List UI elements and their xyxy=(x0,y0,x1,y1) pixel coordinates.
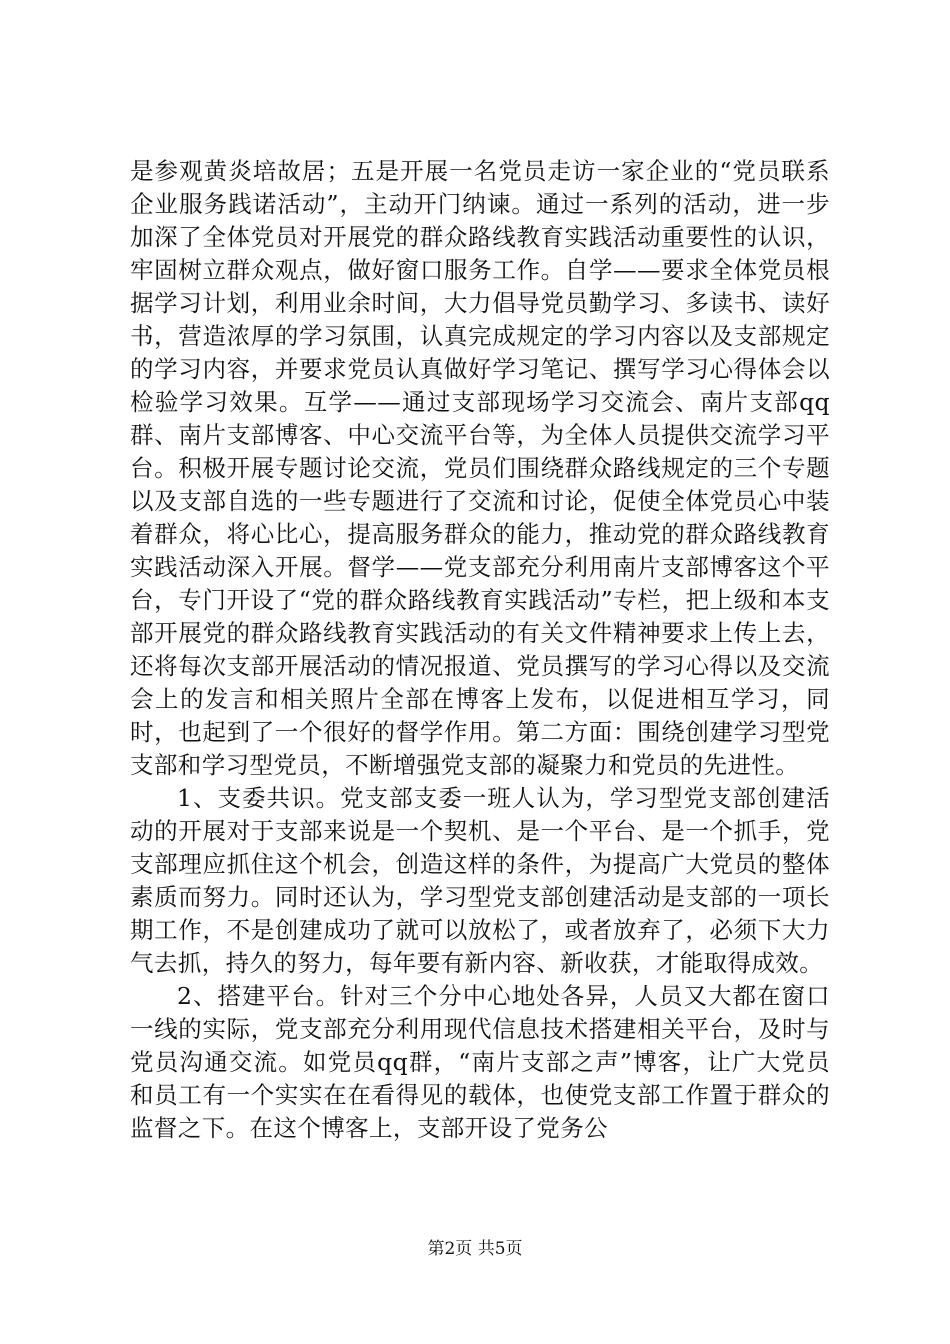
paragraph-platform: 2、搭建平台。针对三个分中心地处各异，人员又大都在窗口一线的实际，党支部充分利用现代信息技术搭建相关平台，及时与党员沟通交流。如党员qq群，“南片支部之声”博客，让广大党员和员工有一个实实在在看得见的载体，也使党支部工作置于群众的监督之下。在这个博客上，支部开设了党务公 xyxy=(130,982,830,1142)
page-number-footer: 第2页 共5页 xyxy=(427,1239,523,1259)
paragraph-intro: 是参观黄炎培故居；五是开展一名党员走访一家企业的“党员联系企业服务践诺活动”，主动开门纳谏。通过一系列的活动，进一步加深了全体党员对开展党的群众路线教育实践活动重要性的认识，牢固树立群众观点，做好窗口服务工作。自学——要求全体党员根据学习计划，利用业余时间，大力倡导党员勤学习、多读书、读好书，营造浓厚的学习氛围，认真完成规定的学习内容以及支部规定的学习内容，并要求党员认真做好学习笔记、撰写学习心得体会以检验学习效果。互学——通过支部现场学习交流会、南片支部qq群、南片支部博客、中心交流平台等，为全体人员提供交流学习平台。积极开展专题讨论交流，党员们围绕群众路线规定的三个专题以及支部自选的一些专题进行了交流和讨论，促使全体党员心中装着群众，将心比心，提高服务群众的能力，推动党的群众路线教育实践活动深入开展。督学——党支部充分利用南片支部博客这个平台，专门开设了“党的群众路线教育实践活动”专栏，把上级和本支部开展党的群众路线教育实践活动的有关文件精神要求上传上去，还将每次支部开展活动的情况报道、党员撰写的学习心得以及交流会上的发言和相关照片全部在博客上发布，以促进相互学习，同时，也起到了一个很好的督学作用。第二方面：围绕创建学习型党支部和学习型党员，不断增强党支部的凝聚力和党员的先进性。 xyxy=(130,157,830,779)
document-body xyxy=(130,155,830,1145)
paragraph-consensus: 1、支委共识。党支部支委一班人认为，学习型党支部创建活动的开展对于支部来说是一个契机、是一个平台、是一个抓手，党支部理应抓住这个机会，创造这样的条件，为提高广大党员的整体素质而努力。同时还认为，学习型党支部创建活动是支部的一项长期工作，不是创建成功了就可以放松了，或者放弃了，必须下大力气去抓，持久的努力，每年要有新内容、新收获，才能取得成效。 xyxy=(130,784,830,977)
